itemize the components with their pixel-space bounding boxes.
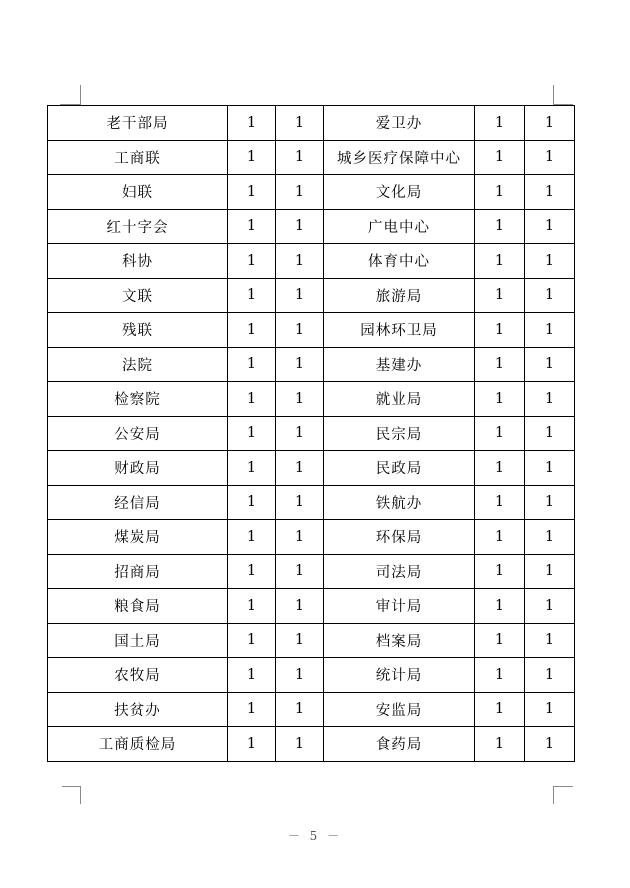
department-name-cell: 城乡医疗保障中心 bbox=[324, 140, 475, 175]
department-name-cell: 国土局 bbox=[48, 623, 228, 658]
department-name-cell: 档案局 bbox=[324, 623, 475, 658]
count-cell: 1 bbox=[525, 623, 575, 658]
count-cell: 1 bbox=[475, 106, 525, 141]
count-cell: 1 bbox=[276, 623, 324, 658]
count-cell: 1 bbox=[525, 485, 575, 520]
count-cell: 1 bbox=[525, 727, 575, 762]
department-name-cell: 煤炭局 bbox=[48, 520, 228, 555]
count-cell: 1 bbox=[475, 313, 525, 348]
count-cell: 1 bbox=[475, 451, 525, 486]
department-name-cell: 司法局 bbox=[324, 554, 475, 589]
table-row bbox=[48, 451, 575, 486]
table-row bbox=[48, 589, 575, 624]
count-cell: 1 bbox=[228, 382, 276, 417]
table-row bbox=[48, 106, 575, 141]
department-name-cell: 文联 bbox=[48, 278, 228, 313]
count-cell: 1 bbox=[228, 416, 276, 451]
department-name-cell: 民政局 bbox=[324, 451, 475, 486]
count-cell: 1 bbox=[228, 244, 276, 279]
count-cell: 1 bbox=[475, 244, 525, 279]
department-name-cell: 妇联 bbox=[48, 175, 228, 210]
count-cell: 1 bbox=[228, 278, 276, 313]
count-cell: 1 bbox=[276, 140, 324, 175]
count-cell: 1 bbox=[276, 554, 324, 589]
count-cell: 1 bbox=[228, 175, 276, 210]
count-cell: 1 bbox=[228, 589, 276, 624]
count-cell: 1 bbox=[475, 589, 525, 624]
department-name-cell: 红十字会 bbox=[48, 209, 228, 244]
department-name-cell: 环保局 bbox=[324, 520, 475, 555]
count-cell: 1 bbox=[228, 451, 276, 486]
count-cell: 1 bbox=[276, 451, 324, 486]
department-name-cell: 法院 bbox=[48, 347, 228, 382]
table-row bbox=[48, 244, 575, 279]
department-name-cell: 旅游局 bbox=[324, 278, 475, 313]
department-name-cell: 检察院 bbox=[48, 382, 228, 417]
count-cell: 1 bbox=[525, 554, 575, 589]
count-cell: 1 bbox=[228, 140, 276, 175]
count-cell: 1 bbox=[276, 106, 324, 141]
department-name-cell: 铁航办 bbox=[324, 485, 475, 520]
department-name-cell: 公安局 bbox=[48, 416, 228, 451]
department-name-cell: 老干部局 bbox=[48, 106, 228, 141]
count-cell: 1 bbox=[228, 658, 276, 693]
count-cell: 1 bbox=[276, 485, 324, 520]
count-cell: 1 bbox=[276, 175, 324, 210]
quota-table-body bbox=[48, 106, 575, 762]
count-cell: 1 bbox=[228, 209, 276, 244]
department-name-cell: 园林环卫局 bbox=[324, 313, 475, 348]
department-name-cell: 统计局 bbox=[324, 658, 475, 693]
count-cell: 1 bbox=[525, 175, 575, 210]
count-cell: 1 bbox=[525, 520, 575, 555]
count-cell: 1 bbox=[276, 244, 324, 279]
count-cell: 1 bbox=[475, 278, 525, 313]
count-cell: 1 bbox=[525, 106, 575, 141]
count-cell: 1 bbox=[276, 416, 324, 451]
count-cell: 1 bbox=[525, 658, 575, 693]
count-cell: 1 bbox=[276, 347, 324, 382]
count-cell: 1 bbox=[525, 451, 575, 486]
department-name-cell: 基建办 bbox=[324, 347, 475, 382]
count-cell: 1 bbox=[525, 589, 575, 624]
department-name-cell: 食药局 bbox=[324, 727, 475, 762]
count-cell: 1 bbox=[276, 658, 324, 693]
count-cell: 1 bbox=[475, 692, 525, 727]
count-cell: 1 bbox=[228, 313, 276, 348]
department-name-cell: 残联 bbox=[48, 313, 228, 348]
count-cell: 1 bbox=[475, 623, 525, 658]
count-cell: 1 bbox=[475, 485, 525, 520]
count-cell: 1 bbox=[475, 209, 525, 244]
count-cell: 1 bbox=[475, 347, 525, 382]
department-name-cell: 粮食局 bbox=[48, 589, 228, 624]
count-cell: 1 bbox=[525, 692, 575, 727]
count-cell: 1 bbox=[525, 382, 575, 417]
count-cell: 1 bbox=[475, 416, 525, 451]
department-name-cell: 农牧局 bbox=[48, 658, 228, 693]
count-cell: 1 bbox=[525, 244, 575, 279]
count-cell: 1 bbox=[276, 692, 324, 727]
count-cell: 1 bbox=[525, 347, 575, 382]
count-cell: 1 bbox=[525, 313, 575, 348]
department-name-cell: 财政局 bbox=[48, 451, 228, 486]
department-name-cell: 招商局 bbox=[48, 554, 228, 589]
quota-table bbox=[47, 105, 575, 762]
count-cell: 1 bbox=[475, 727, 525, 762]
count-cell: 1 bbox=[228, 554, 276, 589]
count-cell: 1 bbox=[276, 278, 324, 313]
count-cell: 1 bbox=[475, 382, 525, 417]
table-row bbox=[48, 554, 575, 589]
table-row bbox=[48, 140, 575, 175]
count-cell: 1 bbox=[475, 520, 525, 555]
department-name-cell: 扶贫办 bbox=[48, 692, 228, 727]
count-cell: 1 bbox=[276, 382, 324, 417]
count-cell: 1 bbox=[228, 623, 276, 658]
count-cell: 1 bbox=[525, 416, 575, 451]
table-row bbox=[48, 520, 575, 555]
department-name-cell: 工商联 bbox=[48, 140, 228, 175]
table-row bbox=[48, 209, 575, 244]
count-cell: 1 bbox=[276, 209, 324, 244]
department-name-cell: 就业局 bbox=[324, 382, 475, 417]
department-name-cell: 文化局 bbox=[324, 175, 475, 210]
table-row bbox=[48, 658, 575, 693]
department-name-cell: 体育中心 bbox=[324, 244, 475, 279]
count-cell: 1 bbox=[228, 106, 276, 141]
count-cell: 1 bbox=[228, 485, 276, 520]
table-row bbox=[48, 175, 575, 210]
count-cell: 1 bbox=[276, 589, 324, 624]
count-cell: 1 bbox=[525, 278, 575, 313]
count-cell: 1 bbox=[228, 520, 276, 555]
table-row bbox=[48, 278, 575, 313]
count-cell: 1 bbox=[228, 692, 276, 727]
count-cell: 1 bbox=[228, 347, 276, 382]
department-name-cell: 工商质检局 bbox=[48, 727, 228, 762]
department-name-cell: 审计局 bbox=[324, 589, 475, 624]
count-cell: 1 bbox=[276, 313, 324, 348]
count-cell: 1 bbox=[276, 727, 324, 762]
count-cell: 1 bbox=[525, 209, 575, 244]
table-row bbox=[48, 692, 575, 727]
department-name-cell: 民宗局 bbox=[324, 416, 475, 451]
count-cell: 1 bbox=[525, 140, 575, 175]
page-number: － 5 － bbox=[287, 829, 343, 843]
count-cell: 1 bbox=[475, 658, 525, 693]
department-name-cell: 爱卫办 bbox=[324, 106, 475, 141]
department-name-cell: 安监局 bbox=[324, 692, 475, 727]
table-row bbox=[48, 313, 575, 348]
count-cell: 1 bbox=[475, 175, 525, 210]
count-cell: 1 bbox=[228, 727, 276, 762]
table-row bbox=[48, 382, 575, 417]
count-cell: 1 bbox=[276, 520, 324, 555]
table-row bbox=[48, 727, 575, 762]
count-cell: 1 bbox=[475, 140, 525, 175]
department-name-cell: 科协 bbox=[48, 244, 228, 279]
table-row bbox=[48, 623, 575, 658]
table-row bbox=[48, 416, 575, 451]
count-cell: 1 bbox=[475, 554, 525, 589]
department-name-cell: 经信局 bbox=[48, 485, 228, 520]
table-row bbox=[48, 347, 575, 382]
department-name-cell: 广电中心 bbox=[324, 209, 475, 244]
table-row bbox=[48, 485, 575, 520]
